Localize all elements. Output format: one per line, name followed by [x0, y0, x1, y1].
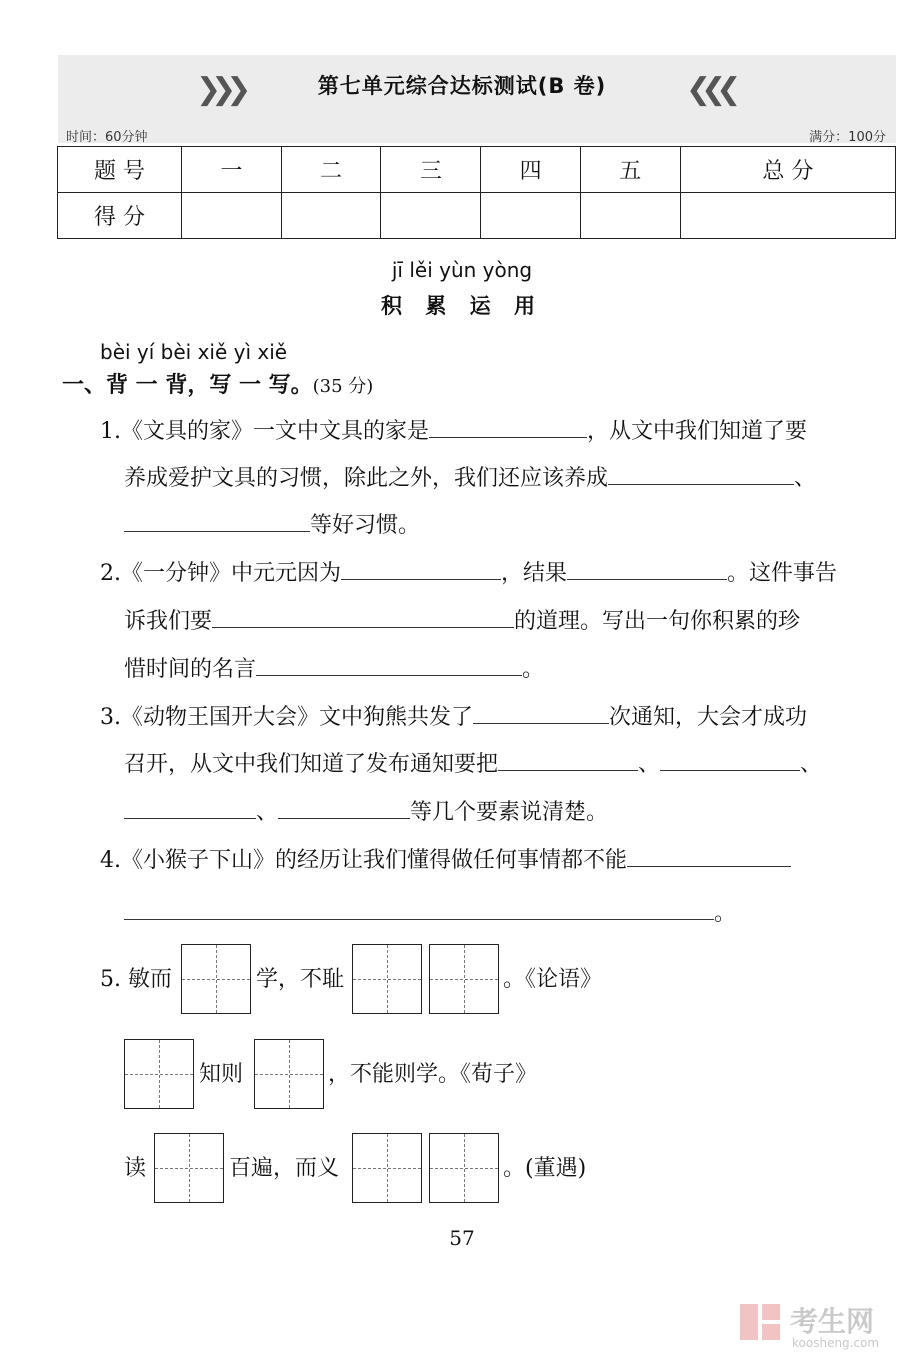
char-box[interactable] [181, 944, 251, 1014]
score-table [57, 146, 896, 239]
q5-a1: 5. 敏而 [100, 967, 172, 992]
table-cell: 三 [381, 147, 481, 193]
q5-a3: 。《论语》 [503, 967, 603, 992]
answer-blank[interactable] [473, 697, 609, 724]
q5-b3: ，不能则学。《荀子》 [328, 1062, 538, 1087]
answer-blank[interactable] [124, 505, 310, 532]
answer-blank[interactable] [660, 744, 800, 771]
score-input-cell[interactable] [182, 193, 282, 239]
question-4-line2 [124, 890, 736, 938]
score-input-cell[interactable] [580, 193, 680, 239]
question-2-line1 [100, 550, 837, 598]
part1-points: (35 分) [312, 376, 374, 397]
question-2-line2 [124, 598, 800, 646]
text: 惜时间的名言 [124, 657, 257, 682]
char-box[interactable] [429, 944, 499, 1014]
char-box[interactable] [352, 1133, 422, 1203]
answer-blank[interactable] [124, 792, 256, 819]
part1-title: 一、背 一 背，写 一 写。 [62, 372, 313, 398]
full-score: 满分：100分 [809, 130, 886, 145]
text: 等几个要素说清楚。 [410, 800, 609, 825]
section-pinyin: jī lěi yùn yòng [391, 258, 533, 282]
text: 、 [256, 800, 279, 825]
answer-blank[interactable] [212, 601, 514, 628]
table-row [58, 193, 896, 239]
q5-c3: 。(董遇) [503, 1156, 587, 1181]
text: 召开，从文中我们知道了发布通知要把 [124, 752, 499, 777]
char-box[interactable] [254, 1039, 324, 1109]
text: 诉我们要 [124, 609, 213, 634]
text: 2.《一分钟》中元元因为 [100, 561, 341, 586]
table-cell: 四 [481, 147, 581, 193]
answer-blank[interactable] [341, 553, 501, 580]
text: 。 [714, 901, 737, 926]
page-number: 57 [449, 1226, 475, 1250]
char-box[interactable] [352, 944, 422, 1014]
question-1-line2 [124, 455, 816, 503]
chevron-right-icon: ❯❯❯ [196, 72, 242, 107]
text: 3.《动物王国开大会》文中狗熊共发了 [100, 705, 473, 730]
q5-a2: 学，不耻 [256, 967, 345, 992]
part1-pinyin: bèi yí bèi xiě yì xiě [100, 340, 288, 364]
text: 4.《小猴子下山》的经历让我们懂得做任何事情都不能 [100, 848, 627, 873]
table-row [58, 147, 896, 193]
text: ，结果 [501, 561, 568, 586]
text: 养成爱护文具的习惯，除此之外，我们还应该养成 [124, 466, 609, 491]
q5-b2: 知则 [199, 1062, 244, 1087]
watermark-logo-icon [738, 1300, 784, 1346]
question-1-line3 [124, 502, 420, 550]
answer-blank[interactable] [124, 893, 714, 920]
answer-blank[interactable] [567, 553, 727, 580]
text: ，从文中我们知道了要 [587, 419, 808, 444]
answer-blank[interactable] [256, 649, 522, 676]
question-1-line1 [100, 408, 807, 456]
part1-heading [62, 368, 373, 399]
page-title: 第七单元综合达标测试(B 卷) [317, 74, 607, 98]
table-cell: 总 分 [680, 147, 895, 193]
question-3-line1 [100, 694, 807, 742]
text: 。 [522, 657, 545, 682]
chevron-left-icon: ❮❮❮ [686, 72, 732, 107]
question-2-line3 [124, 646, 544, 694]
answer-blank[interactable] [498, 744, 638, 771]
question-3-line2 [124, 741, 822, 789]
score-input-cell[interactable] [680, 193, 895, 239]
text: 、 [638, 752, 661, 777]
text: 的道理。写出一句你积累的珍 [514, 609, 801, 634]
score-input-cell[interactable] [381, 193, 481, 239]
text: 、 [794, 466, 817, 491]
char-box[interactable] [124, 1039, 194, 1109]
table-cell: 二 [281, 147, 381, 193]
text: 1.《文具的家》一文中文具的家是 [100, 419, 429, 444]
table-cell: 题 号 [58, 147, 182, 193]
answer-blank[interactable] [627, 840, 791, 867]
watermark-name: 考生网 [790, 1305, 875, 1338]
question-4-line1 [100, 837, 791, 885]
table-cell: 五 [580, 147, 680, 193]
section-title: 积 累 运 用 [381, 293, 543, 318]
table-cell: 一 [182, 147, 282, 193]
answer-blank[interactable] [608, 458, 794, 485]
q5-c2: 百遍，而义 [229, 1156, 340, 1181]
answer-blank[interactable] [278, 792, 410, 819]
score-input-cell[interactable] [481, 193, 581, 239]
time-limit: 时间：60分钟 [66, 130, 148, 145]
question-3-line3 [124, 789, 608, 837]
text: 。这件事告 [727, 561, 838, 586]
char-box[interactable] [429, 1133, 499, 1203]
q5-c1: 读 [124, 1156, 147, 1181]
answer-blank[interactable] [429, 411, 587, 438]
text: 、 [800, 752, 823, 777]
text: 等好习惯。 [310, 513, 421, 538]
watermark-url: koosheng.com [792, 1336, 880, 1350]
score-input-cell[interactable] [281, 193, 381, 239]
char-box[interactable] [154, 1133, 224, 1203]
text: 次通知，大会才成功 [609, 705, 808, 730]
table-cell: 得 分 [58, 193, 182, 239]
